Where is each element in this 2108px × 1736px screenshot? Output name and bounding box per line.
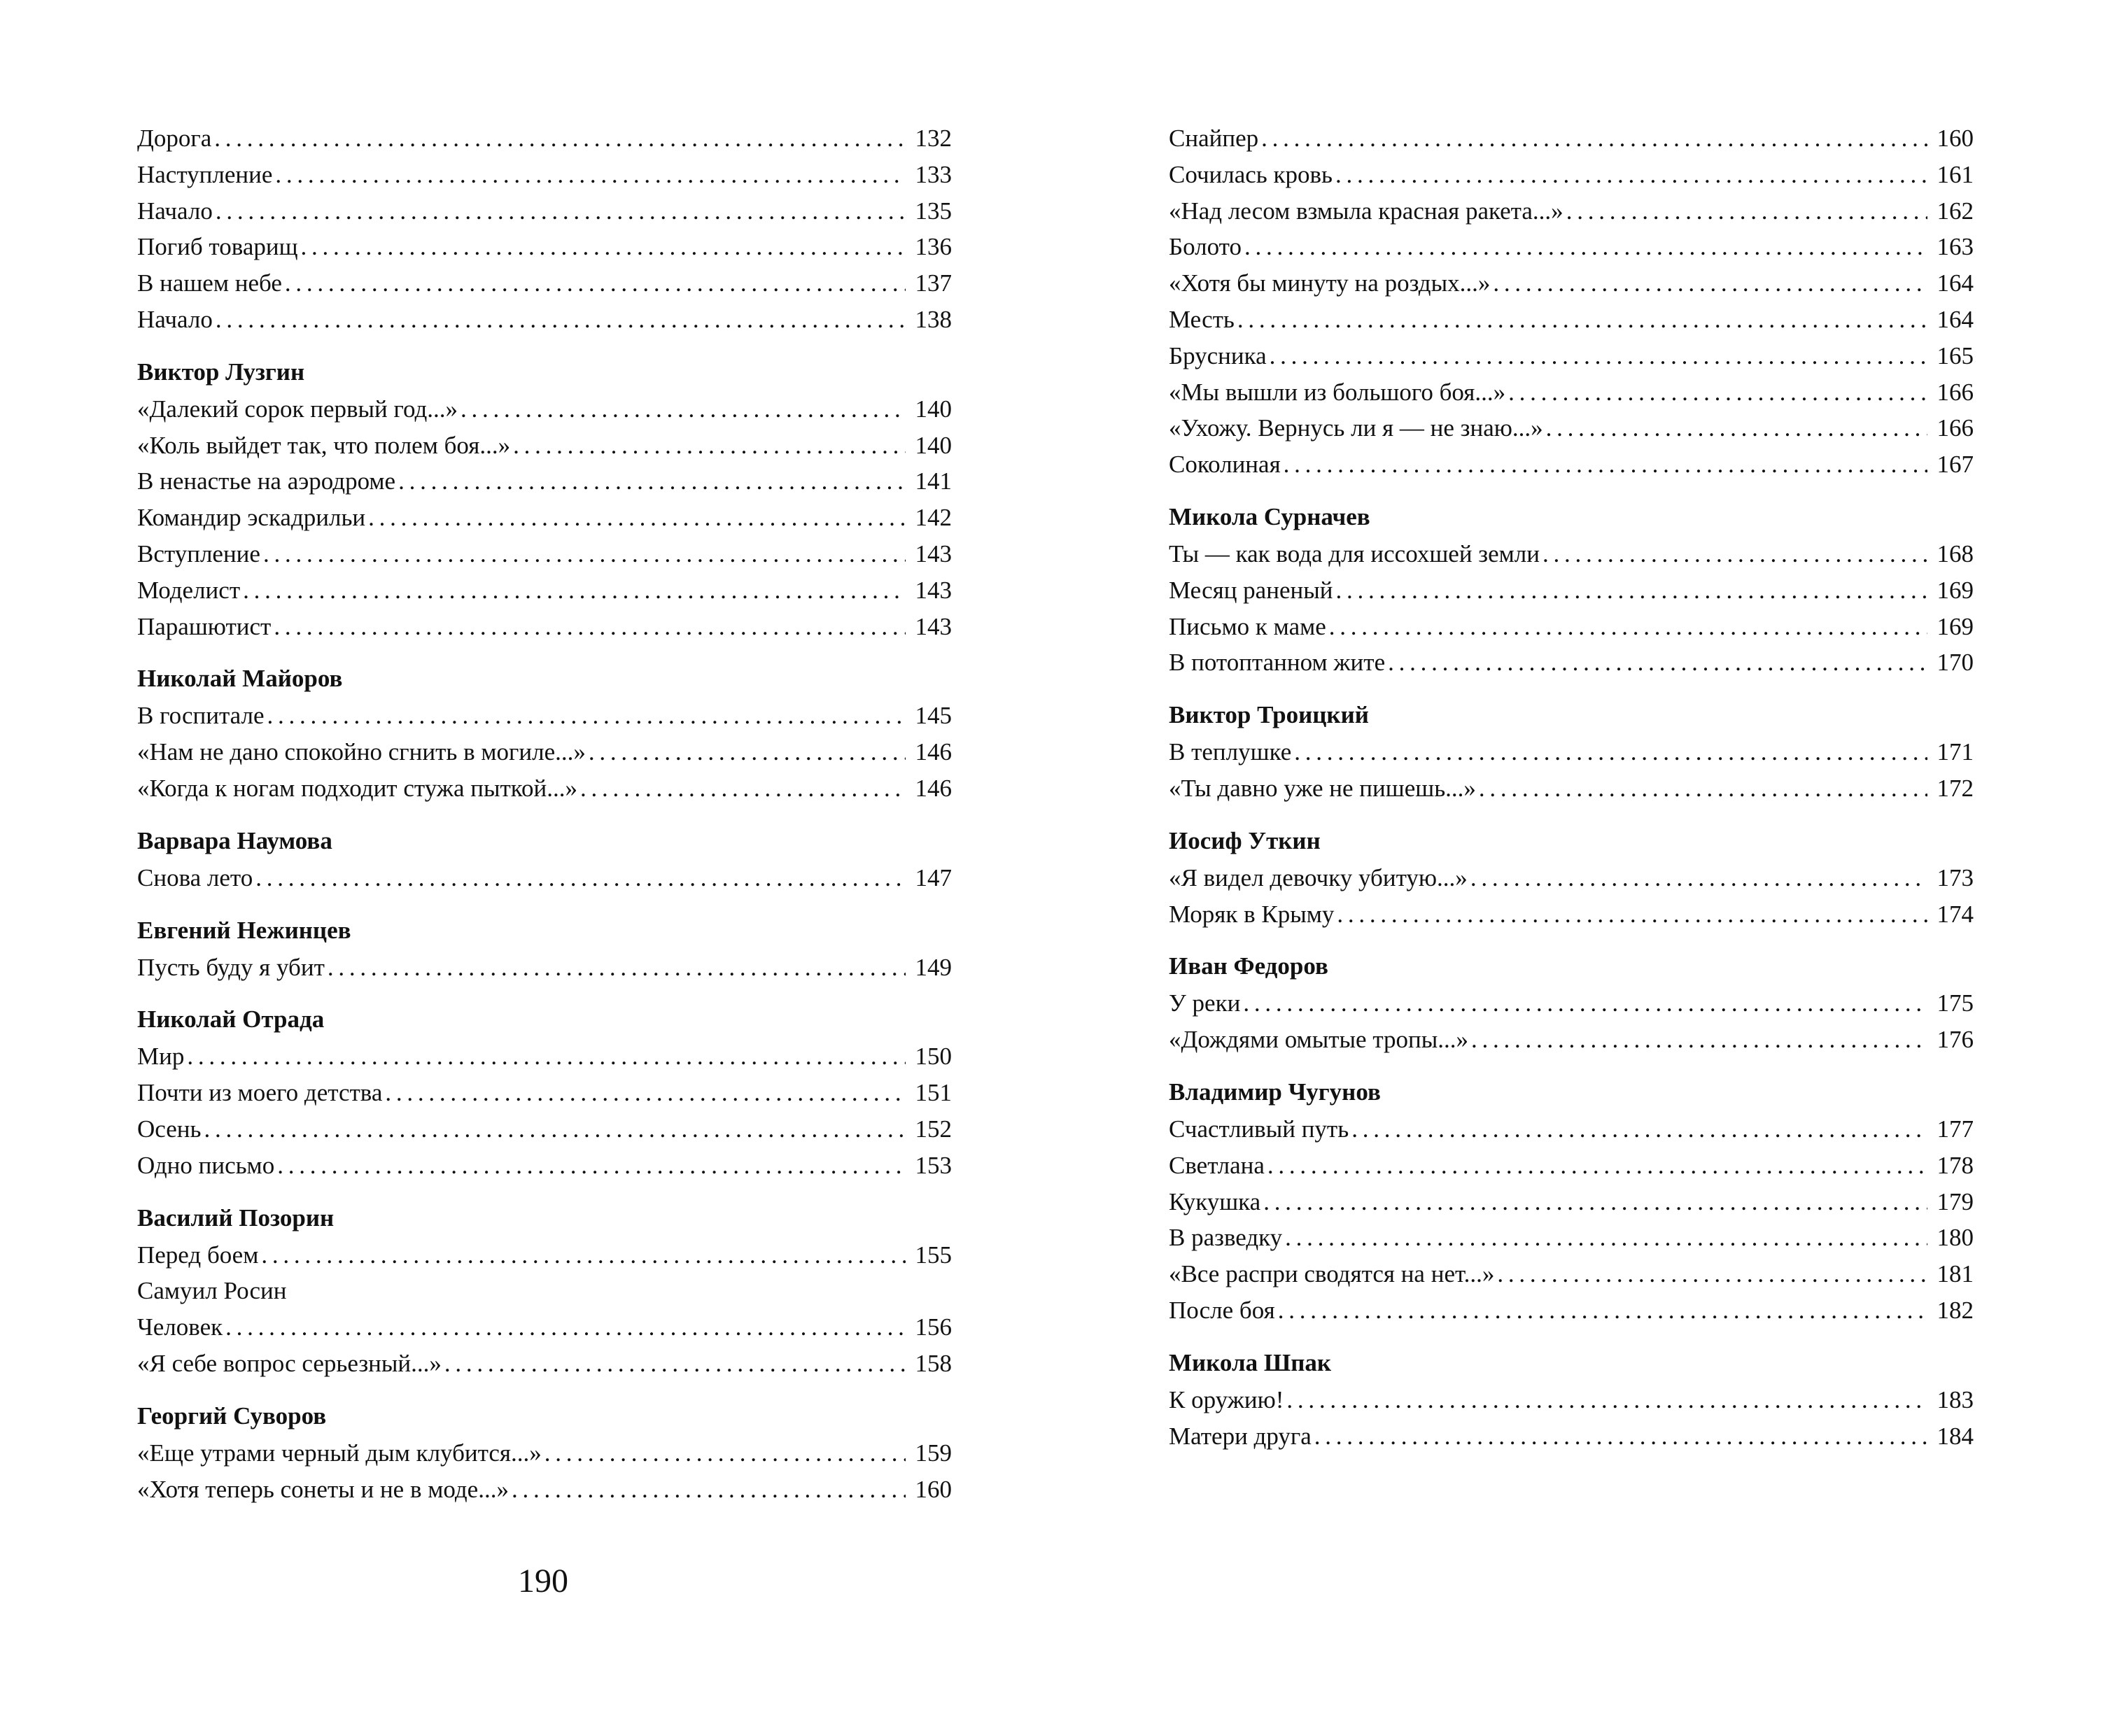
entry-page-number: 151 [915, 1079, 952, 1107]
dot-leader [1333, 572, 1927, 609]
entry-page-number: 160 [1937, 125, 1974, 152]
entry-title: Моделист [137, 576, 241, 604]
entry-title: «Хотя теперь сонеты и не в моде...» [137, 1475, 509, 1503]
toc-entry [137, 391, 952, 428]
author-group [137, 1397, 952, 1508]
entry-title: Письмо к маме [1169, 612, 1326, 640]
entry-page-number: 160 [915, 1475, 952, 1503]
entry-page-number: 172 [1937, 774, 1974, 802]
toc-entry [1169, 860, 1974, 896]
toc-entry [1169, 1418, 1974, 1455]
toc-entry [137, 1309, 952, 1346]
entry-title: Ты — как вода для иссохшей земли [1169, 539, 1540, 567]
author-heading: Виктор Лузгин [137, 358, 305, 386]
toc-entry [137, 500, 952, 536]
dot-leader [271, 609, 905, 645]
dot-leader [201, 1111, 905, 1148]
author-group [137, 660, 952, 806]
toc-entry [1169, 1148, 1974, 1184]
entry-page-number: 145 [915, 702, 952, 730]
entry-page-number: 170 [1937, 649, 1974, 677]
entry-title: Матери друга [1169, 1422, 1312, 1450]
toc-entry [1169, 193, 1974, 230]
dot-leader [365, 500, 905, 536]
toc-entry [1169, 374, 1974, 411]
author-heading: Иосиф Уткин [1169, 826, 1321, 854]
entry-page-number: 169 [1937, 576, 1974, 604]
author-heading: Николай Майоров [137, 665, 343, 693]
entry-title: Командир эскадрильи [137, 504, 366, 532]
author-heading: Николай Отрада [137, 1005, 325, 1033]
toc-entry [1169, 1292, 1974, 1329]
dot-leader [1284, 1382, 1927, 1418]
dot-leader [1490, 265, 1927, 302]
entry-title: «Дождями омытые тропы...» [1169, 1026, 1469, 1054]
entry-title: Моряк в Крыму [1169, 900, 1335, 928]
entry-page-number: 175 [1937, 989, 1974, 1017]
entry-page-number: 164 [1937, 305, 1974, 333]
entry-page-number: 149 [915, 953, 952, 981]
dot-leader [382, 1075, 905, 1111]
dot-leader [395, 463, 905, 500]
page-number: 190 [518, 1562, 568, 1600]
left-page-contents [137, 120, 952, 1507]
entry-page-number: 180 [1937, 1224, 1974, 1252]
entry-title: Осень [137, 1115, 202, 1143]
entry-page-number: 141 [915, 467, 952, 495]
entry-page-number: 174 [1937, 900, 1974, 928]
entry-page-number: 169 [1937, 612, 1974, 640]
toc-entry [137, 463, 952, 500]
entry-page-number: 147 [915, 863, 952, 891]
dot-leader [1349, 1111, 1927, 1148]
dot-leader [325, 950, 906, 986]
entry-page-number: 173 [1937, 863, 1974, 891]
author-group [1169, 822, 1974, 933]
dot-leader [1282, 1220, 1927, 1256]
dot-leader [211, 120, 905, 157]
entry-page-number: 155 [915, 1241, 952, 1269]
dot-leader [1242, 229, 1927, 265]
toc-entry [1169, 609, 1974, 645]
dot-leader [1281, 446, 1927, 483]
toc-entry [137, 609, 952, 645]
entry-title: Перед боем [137, 1241, 259, 1269]
toc-entry [137, 157, 952, 193]
toc-entry [137, 698, 952, 734]
author-heading: Владимир Чугунов [1169, 1078, 1381, 1106]
entry-title: Кукушка [1169, 1187, 1261, 1215]
toc-entry [137, 1435, 952, 1472]
author-group [137, 120, 952, 338]
dot-leader [1291, 734, 1927, 770]
right-page-contents [1169, 120, 1974, 1454]
author-group [137, 1001, 952, 1183]
dot-leader [1265, 1148, 1927, 1184]
author-group [1169, 1073, 1974, 1329]
entry-page-number: 161 [1937, 160, 1974, 188]
entry-title: «Над лесом взмыла красная ракета...» [1169, 197, 1564, 225]
toc-entry [1169, 1022, 1974, 1058]
author-heading: Микола Шпак [1169, 1348, 1332, 1376]
toc-entry [1169, 1382, 1974, 1418]
author-group [137, 1199, 952, 1382]
toc-entry [1169, 229, 1974, 265]
entry-page-number: 136 [915, 233, 952, 261]
entry-title: После боя [1169, 1296, 1275, 1324]
entry-title: Месяц раненый [1169, 576, 1333, 604]
toc-entry [137, 120, 952, 157]
toc-entry [1169, 120, 1974, 157]
entry-title: Самуил Росин [137, 1277, 287, 1305]
entry-page-number: 168 [1937, 539, 1974, 567]
entry-title: Пусть буду я убит [137, 953, 325, 981]
toc-entry [1169, 1111, 1974, 1148]
dot-leader [1476, 770, 1927, 807]
author-group [137, 822, 952, 896]
entry-title: «Я видел девочку убитую...» [1169, 863, 1468, 891]
author-group [137, 353, 952, 645]
toc-entry [1169, 446, 1974, 483]
entry-title: Снова лето [137, 863, 253, 891]
dot-leader [1235, 302, 1927, 338]
entry-title: Одно письмо [137, 1151, 275, 1179]
entry-title: «Хотя бы минуту на роздых...» [1169, 269, 1491, 297]
toc-entry [1169, 265, 1974, 302]
dot-leader [542, 1435, 906, 1472]
toc-entry [137, 1075, 952, 1111]
dot-leader [1468, 860, 1927, 896]
entry-page-number: 133 [915, 160, 952, 188]
toc-entry [1169, 770, 1974, 807]
entry-page-number: 143 [915, 576, 952, 604]
dot-leader [1564, 193, 1927, 230]
author-group [137, 912, 952, 986]
toc-entry [137, 1038, 952, 1075]
entry-page-number: 184 [1937, 1422, 1974, 1450]
entry-page-number: 162 [1937, 197, 1974, 225]
entry-title: «Все распри сводятся на нет...» [1169, 1260, 1495, 1288]
dot-leader [1543, 410, 1927, 446]
entry-page-number: 150 [915, 1043, 952, 1071]
dot-leader [1240, 985, 1927, 1022]
author-heading: Иван Федоров [1169, 952, 1328, 980]
toc-entry [1169, 1184, 1974, 1220]
dot-leader [586, 734, 906, 770]
dot-leader [265, 698, 906, 734]
toc-entry [1169, 302, 1974, 338]
author-heading: Виктор Троицкий [1169, 701, 1369, 729]
dot-leader [272, 157, 905, 193]
entry-page-number: 135 [915, 197, 952, 225]
toc-entry [1169, 644, 1974, 681]
entry-page-number: 166 [1937, 378, 1974, 406]
entry-title: Снайпер [1169, 125, 1259, 152]
entry-title: В потоптанном жите [1169, 649, 1386, 677]
entry-title: Светлана [1169, 1151, 1265, 1179]
toc-entry [137, 950, 952, 986]
dot-leader [1468, 1022, 1927, 1058]
entry-page-number: 140 [915, 431, 952, 459]
toc-entry [137, 428, 952, 464]
dot-leader [1334, 896, 1927, 933]
entry-page-number: 181 [1937, 1260, 1974, 1288]
entry-title: «Когда к ногам подходит стужа пыткой...» [137, 774, 577, 802]
toc-entry [1169, 572, 1974, 609]
dot-leader [223, 1309, 905, 1346]
entry-page-number: 164 [1937, 269, 1974, 297]
entry-title: Месть [1169, 305, 1235, 333]
dot-leader [577, 770, 906, 807]
entry-page-number: 176 [1937, 1026, 1974, 1054]
entry-page-number: 159 [915, 1439, 952, 1467]
entry-page-number: 166 [1937, 414, 1974, 442]
entry-title: «Ты давно уже не пишешь...» [1169, 774, 1476, 802]
toc-entry [1169, 896, 1974, 933]
toc-entry [137, 860, 952, 896]
dot-leader [282, 265, 906, 302]
entry-page-number: 142 [915, 504, 952, 532]
entry-title: Счастливый путь [1169, 1115, 1349, 1143]
toc-entry [1169, 734, 1974, 770]
dot-leader [213, 193, 906, 230]
dot-leader [1326, 609, 1927, 645]
toc-entry [137, 1148, 952, 1184]
author-heading: Василий Позорин [137, 1204, 335, 1232]
entry-page-number: 146 [915, 738, 952, 766]
entry-page-number: 182 [1937, 1296, 1974, 1324]
entry-title: Вступление [137, 539, 260, 567]
author-group [1169, 1344, 1974, 1455]
entry-title: В нашем небе [137, 269, 282, 297]
author-group [1169, 498, 1974, 681]
entry-title: В ненастье на аэродроме [137, 467, 396, 495]
entry-title: «Далекий сорок первый год...» [137, 395, 458, 423]
author-heading: Микола Сурначев [1169, 502, 1370, 530]
dot-leader [458, 391, 905, 428]
entry-page-number: 158 [915, 1349, 952, 1377]
entry-title: Парашютист [137, 612, 272, 640]
entry-page-number: 163 [1937, 233, 1974, 261]
entry-title: «Нам не дано спокойно сгнить в могиле...» [137, 738, 586, 766]
entry-page-number: 132 [915, 125, 952, 152]
entry-page-number: 179 [1937, 1187, 1974, 1215]
entry-page-number: 153 [915, 1151, 952, 1179]
entry-title: В разведку [1169, 1224, 1283, 1252]
entry-title: «Ухожу. Вернусь ли я — не знаю...» [1169, 414, 1543, 442]
dot-leader [442, 1346, 906, 1382]
entry-title: «Еще утрами черный дым клубится...» [137, 1439, 542, 1467]
toc-entry [1169, 1220, 1974, 1256]
entry-title: «Коль выйдет так, что полем боя...» [137, 431, 511, 459]
entry-title: Наступление [137, 160, 273, 188]
dot-leader [240, 572, 905, 609]
entry-title: Соколиная [1169, 451, 1281, 479]
dot-leader [213, 302, 906, 338]
entry-page-number: 156 [915, 1313, 952, 1341]
toc-entry [137, 572, 952, 609]
entry-title: Начало [137, 305, 213, 333]
toc-entry [137, 1111, 952, 1148]
entry-title: «Я себе вопрос серьезный...» [137, 1349, 442, 1377]
entry-page-number: 143 [915, 612, 952, 640]
toc-entry [137, 770, 952, 807]
toc-entry [137, 193, 952, 230]
toc-entry [1169, 985, 1974, 1022]
dot-leader [184, 1038, 905, 1075]
author-group [1169, 120, 1974, 483]
dot-leader [1260, 1184, 1927, 1220]
author-heading: Варвара Наумова [137, 826, 332, 854]
entry-page-number: 140 [915, 395, 952, 423]
dot-leader [260, 536, 906, 572]
dot-leader [509, 1472, 906, 1508]
entry-title: В теплушке [1169, 738, 1292, 766]
entry-page-number: 138 [915, 305, 952, 333]
entry-page-number: 171 [1937, 738, 1974, 766]
toc-entry [137, 1472, 952, 1508]
dot-leader [1494, 1256, 1927, 1292]
entry-page-number: 178 [1937, 1151, 1974, 1179]
dot-leader [298, 229, 906, 265]
entry-title: Мир [137, 1043, 185, 1071]
entry-page-number: 152 [915, 1115, 952, 1143]
dot-leader [1505, 374, 1927, 411]
author-group [1169, 696, 1974, 807]
dot-leader [1540, 536, 1927, 572]
toc-entry [1169, 1256, 1974, 1292]
author-heading: Евгений Нежинцев [137, 916, 351, 944]
entry-title: В госпитале [137, 702, 265, 730]
dot-leader [510, 428, 905, 464]
entry-title: Погиб товарищ [137, 233, 298, 261]
entry-title: У реки [1169, 989, 1241, 1017]
entry-title: Дорога [137, 125, 212, 152]
toc-entry [1169, 536, 1974, 572]
toc-entry [1169, 157, 1974, 193]
toc-entry [137, 734, 952, 770]
entry-page-number: 137 [915, 269, 952, 297]
entry-page-number: 183 [1937, 1385, 1974, 1413]
entry-title: Сочилась кровь [1169, 160, 1333, 188]
entry-page-number: 165 [1937, 341, 1974, 369]
dot-leader [1267, 338, 1927, 374]
entry-title: Брусника [1169, 341, 1267, 369]
toc-entry [137, 1346, 952, 1382]
entry-page-number: 167 [1937, 451, 1974, 479]
entry-title: Начало [137, 197, 213, 225]
entry-page-number: 146 [915, 774, 952, 802]
dot-leader [1312, 1418, 1927, 1455]
author-group [1169, 947, 1974, 1058]
dot-leader [258, 1237, 905, 1273]
toc-entry [1169, 410, 1974, 446]
dot-leader [253, 860, 905, 896]
toc-entry [137, 1237, 952, 1273]
toc-entry [137, 536, 952, 572]
entry-title: «Мы вышли из большого боя...» [1169, 378, 1506, 406]
toc-entry [137, 229, 952, 265]
entry-title: Болото [1169, 233, 1242, 261]
toc-entry [137, 265, 952, 302]
entry-title: К оружию! [1169, 1385, 1284, 1413]
entry-title: Почти из моего детства [137, 1079, 383, 1107]
toc-entry [1169, 338, 1974, 374]
entry-page-number: 177 [1937, 1115, 1974, 1143]
entry-title: Человек [137, 1313, 223, 1341]
dot-leader [1385, 644, 1927, 681]
dot-leader [1258, 120, 1927, 157]
entry-page-number: 143 [915, 539, 952, 567]
toc-entry [137, 302, 952, 338]
dot-leader [1333, 157, 1927, 193]
toc-entry [137, 1273, 952, 1309]
dot-leader [1275, 1292, 1927, 1329]
dot-leader [274, 1148, 905, 1184]
author-heading: Георгий Суворов [137, 1402, 327, 1430]
